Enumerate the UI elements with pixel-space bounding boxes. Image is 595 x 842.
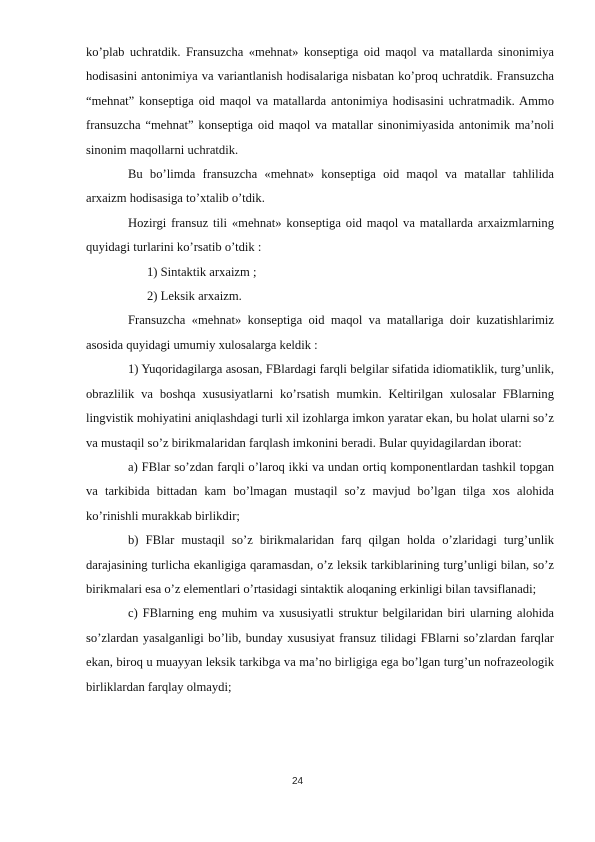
list-item-lexical-archaism: 2) Leksik arxaizm. bbox=[147, 289, 242, 304]
paragraph-conclusion-b: b) FBlar mustaqil so’z birikmalaridan farq qilgan holda o’zlaridagi turg’unlik darajasining turlicha ekanligiga qaramasdan, o’z leksik tarkiblarining turg’unligi bilan, so’z birikmalari esa o’z elementlari o’rtasidagi sintaktik aloqaning erkinligi bilan tavsiflanadi; bbox=[86, 533, 554, 596]
paragraph-conclusion-1: 1) Yuqoridagilarga asosan, FBlardagi farqli belgilar sifatida idiomatiklik, turg’unlik, obrazlilik va boshqa xususiyatlarni ko’rsatish mumkin. Keltirilgan xulosalar FBlarning lingvistik mohiyatini aniqlashdagi turli xil izohlarga imkon yaratar ekan, bu holat ularni so’z va mustaqil so’z birikmalaridan farqlash imkonini beradi. Bular quyidagilardan iborat: bbox=[86, 362, 554, 450]
paragraph-archaism-types: Hozirgi fransuz tili «mehnat» konseptiga oid maqol va matallarda arxaizmlarning quyidagi turlarini ko’rsatib o’tdik : bbox=[86, 215, 554, 255]
paragraph-conclusion-a: a) FBlar so’zdan farqli o’laroq ikki va undan ortiq komponentlardan tashkil topgan va tarkibida bittadan kam bo’lmagan mustaqil so’z mavjud bo’lgan tilga xos alohida ko’rinishli murakkab birlikdir; bbox=[86, 459, 554, 523]
page-number: 24 bbox=[291, 776, 304, 787]
paragraph-conclusions-intro: Fransuzcha «mehnat» konseptiga oid maqol va matallariga doir kuzatishlarimiz asosida quyidagi umumiy xulosalarga keldik : bbox=[86, 313, 554, 352]
list-item-syntactic-archaism: 1) Sintaktik arxaizm ; bbox=[147, 264, 257, 279]
paragraph-conclusion-c: c) FBlarning eng muhim va xususiyatli struktur belgilaridan biri ularning alohida so’zlardan yasalganligi bo’lib, bunday xususiyat fransuz tilidagi FBlarni so’zlardan farqlar ekan, biroq u muayyan leksik tarkibga va ma’no birligiga ega bo’lgan turg’un nofrazeologik birliklardan farqlay olmaydi; bbox=[86, 606, 554, 694]
paragraph-continuation: ko’plab uchratdik. Fransuzcha «mehnat» konseptiga oid maqol va matallarda sinonimiya hodisasini antonimiya va variantlanish hodisalariga nisbatan ko’proq uchratdik. Fransuzcha “mehnat” konseptiga oid maqol va matallarda antonimiya hodisasini uchratmadik. Ammo fransuzcha “mehnat” konseptiga oid maqol va matallar sinonimiyasida antonimik ma’noli sinonim maqollarni uchratdik. bbox=[86, 45, 554, 157]
body-text bbox=[86, 40, 554, 699]
paragraph-archaism-intro: Bu bo’limda fransuzcha «mehnat» konseptiga oid maqol va matallar tahlilida arxaizm hodisasiga to’xtalib o’tdik. bbox=[86, 167, 554, 206]
